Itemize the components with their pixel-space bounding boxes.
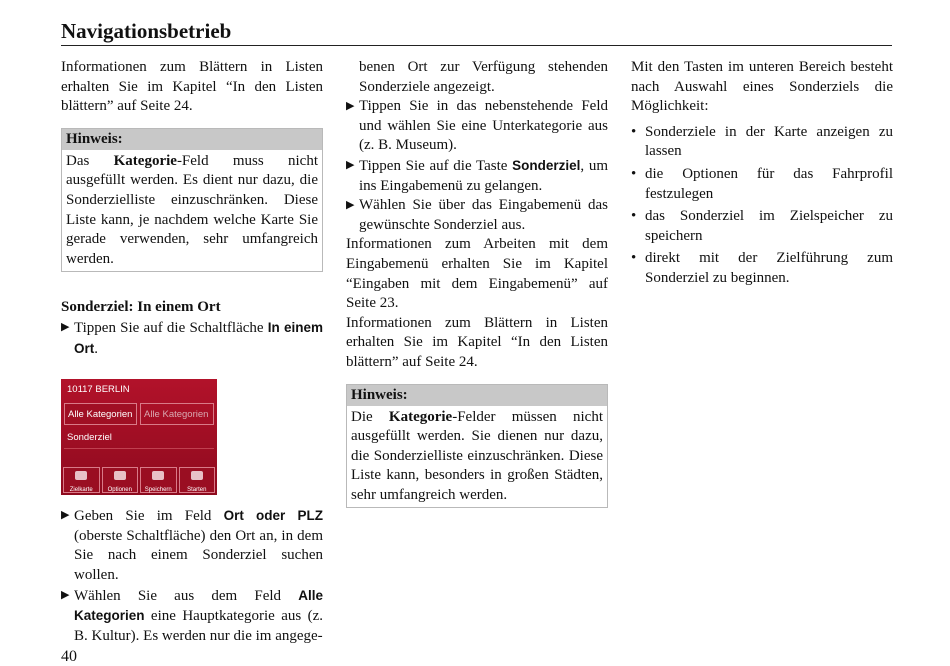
- info-paragraph: Informationen zum Blättern in Listen erhalten Sie im Kapitel “In den Listen blättern” auf Seite 24.: [346, 314, 608, 370]
- list-item: • Sonderziele in der Karte anzeigen zu lassen: [631, 123, 893, 160]
- device-screenshot: [61, 379, 217, 495]
- poi-field: Sonderziel: [64, 427, 214, 449]
- arrow-icon: ▶: [346, 100, 355, 113]
- arrow-icon: ▶: [61, 588, 70, 601]
- bullet-icon: •: [631, 123, 637, 140]
- instruction-step: ▶ Geben Sie im Feld Ort oder PLZ (oberste Schaltfläche) den Ort an, in dem Sie nach einem Sonderziel suchen wollen.: [61, 508, 323, 583]
- arrow-icon: ▶: [346, 199, 355, 212]
- intro-paragraph: Informationen zum Blättern in Listen erhalten Sie im Kapitel “In den Listen blättern” auf Seite 24.: [61, 59, 323, 115]
- map-icon: [75, 471, 87, 480]
- instruction-step: ▶ Tippen Sie auf die Taste Sonderziel, um ins Eingabemenü zu gelangen.: [346, 157, 608, 194]
- note-text: Die Kategorie-Felder müssen nicht ausgefüllt werden. Sie dienen nur dazu, die Sonderzielliste einzuschränken. Diese Liste kann, besonders in großen Städten, sehr umfangreich werden.: [351, 408, 603, 503]
- arrow-icon: ▶: [61, 509, 70, 522]
- section-heading: Sonderziel: In einem Ort: [61, 299, 221, 316]
- bottom-button-bar: [63, 467, 215, 493]
- category-button: Alle Kategorien: [64, 403, 137, 425]
- list-item: • direkt mit der Zielführung zum Sonderziel zu beginnen.: [631, 250, 893, 286]
- note-heading: Hinweis:: [62, 129, 322, 150]
- page-title: Navigationsbetrieb: [61, 18, 892, 46]
- note-box: [61, 128, 323, 273]
- location-header: 10117 BERLIN: [67, 384, 130, 396]
- instruction-step: ▶ Wählen Sie über das Eingabemenü das gewünschte Sonderziel aus.: [346, 197, 608, 233]
- map-button: Zielkarte: [63, 467, 100, 493]
- column-left: [61, 58, 323, 646]
- continued-step: benen Ort zur Verfügung stehenden Sonderziele angezeigt.: [359, 59, 608, 95]
- options-list: [631, 123, 893, 289]
- car-icon: [114, 471, 126, 480]
- bullet-icon: •: [631, 165, 637, 182]
- instruction-step: ▶ Tippen Sie in das nebenstehende Feld und wählen Sie eine Unterkategorie aus (z. B. Museum).: [346, 98, 608, 154]
- note-heading: Hinweis:: [347, 385, 607, 406]
- column-middle: [346, 58, 608, 508]
- intro-paragraph: Mit den Tasten im unteren Bereich besteht nach Auswahl eines Sonderziels die Möglichkeit:: [631, 59, 893, 115]
- save-icon: [152, 471, 164, 480]
- bullet-icon: •: [631, 250, 637, 267]
- instruction-step: ▶ Tippen Sie auf die Schaltfläche In einem Ort.: [61, 319, 324, 357]
- bullet-icon: •: [631, 208, 637, 225]
- list-item: • die Optionen für das Fahrprofil festzulegen: [631, 165, 893, 202]
- start-button: Starten: [179, 467, 216, 493]
- arrow-icon: ▶: [346, 158, 355, 171]
- note-text: Das Kategorie-Feld muss nicht ausgefüllt werden. Es dient nur dazu, die Sonderzielliste einzuschränken. Diese Liste kann, je nachdem welche Karte Sie gerade verwenden, sehr umfangreich werden.: [66, 152, 319, 267]
- note-box: [346, 384, 608, 509]
- options-button: Optionen: [102, 467, 139, 493]
- subcategory-button: Alle Kategorien: [140, 403, 214, 425]
- list-item: • das Sonderziel im Zielspeicher zu speichern: [631, 208, 893, 244]
- save-button: Speichern: [140, 467, 177, 493]
- compass-icon: [191, 471, 203, 480]
- info-paragraph: Informationen zum Arbeiten mit dem Eingabemenü erhalten Sie im Kapitel “Eingaben mit dem Eingabemenü” auf Seite 23.: [346, 236, 608, 312]
- instruction-step: ▶ Wählen Sie aus dem Feld Alle Kategorien eine Hauptkategorie aus (z. B. Kultur). Es werden nur die im angege-: [61, 587, 323, 644]
- column-right: [631, 58, 893, 292]
- page-number: 40: [61, 648, 77, 665]
- arrow-icon: ▶: [61, 320, 70, 333]
